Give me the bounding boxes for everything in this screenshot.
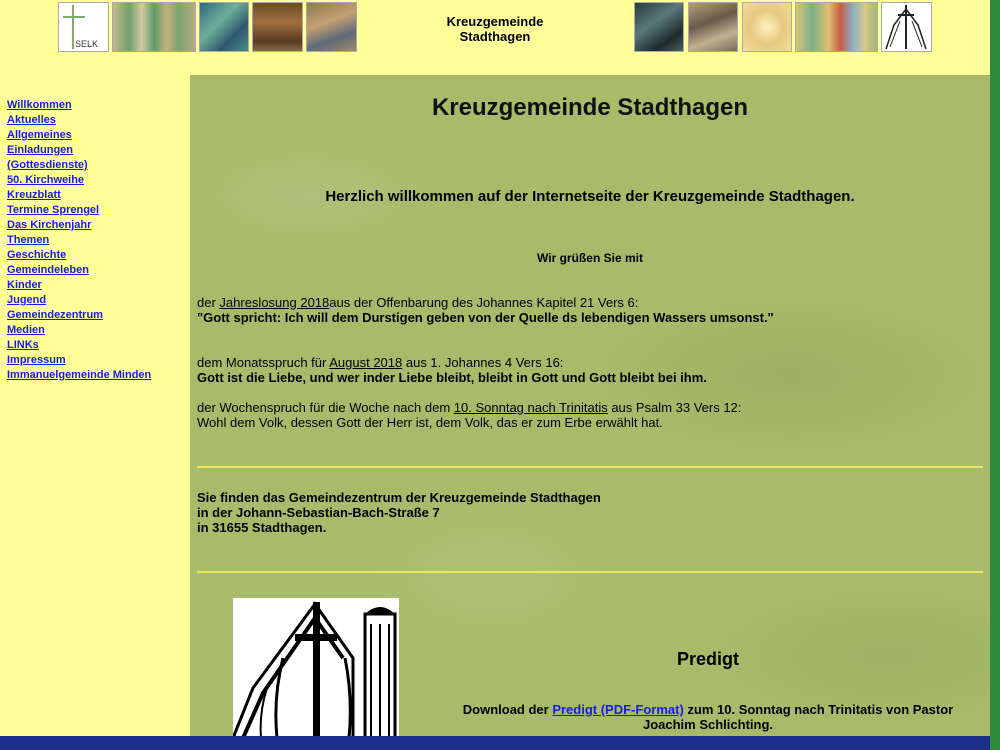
losung-prefix: der [197,295,220,310]
nav-kirchweihe[interactable]: 50. Kirchweihe [7,174,85,186]
nav-gottesdienste[interactable]: (Gottesdienste) [7,159,88,171]
nav-geschichte[interactable]: Geschichte [7,249,67,261]
dark-sculpture-thumb[interactable] [634,2,684,52]
jahreslosung-block [197,295,774,325]
nav-allgemeines[interactable]: Allgemeines [7,129,72,141]
abstract-painting-thumb[interactable] [199,2,249,52]
predigt-prefix: Download der [462,702,553,717]
header-title-line1: Kreuzgemeinde [446,14,544,29]
welcome-text: Herzlich willkommen auf der Internetseite der Kreuzgemeinde Stadthagen. [325,188,855,205]
wochenspruch-quote: Wohl dem Volk, dessen Gott der Herr ist, dem Volk, das er zum Erbe erwählt hat. [197,415,663,430]
jahreslosung-link[interactable]: Jahreslosung 2018 [219,295,330,310]
monatsspruch-block [197,355,707,385]
address-line2: in der Johann-Sebastian-Bach-Straße 7 [197,505,440,520]
church-interior-thumb[interactable] [252,2,303,52]
predigt-title: Predigt [676,649,739,669]
sidebar [0,75,190,736]
stained-glass-thumb[interactable] [112,2,196,52]
page-title: Kreuzgemeinde Stadthagen [431,94,749,121]
nav-links[interactable]: LINKs [7,339,39,351]
nav-gemeindezentrum[interactable]: Gemeindezentrum [7,309,103,321]
sidebar-nav [7,98,151,383]
nav-medien[interactable]: Medien [7,324,45,336]
wochenspruch-suffix: aus Psalm 33 Vers 12: [607,400,742,415]
address-line1: Sie finden das Gemeindezentrum der Kreuzgemeinde Stadthagen [197,490,601,505]
header-title-line2: Stadthagen [459,29,531,44]
address-block [197,490,601,535]
page-header [0,0,990,75]
people-in-room-thumb[interactable] [688,2,738,52]
nav-kreuzblatt[interactable]: Kreuzblatt [7,189,61,201]
greeting-text: Wir grüßen Sie mit [537,251,643,265]
nav-einladungen[interactable]: Einladungen [7,144,73,156]
nav-kinder[interactable]: Kinder [7,279,42,291]
people-gathering-thumb[interactable] [306,2,357,52]
predigt-text [448,702,968,732]
divider-2 [197,571,983,573]
nav-themen[interactable]: Themen [7,234,50,246]
selk-logo [58,2,109,52]
wochenspruch-prefix: der Wochenspruch für die Woche nach dem [197,400,454,415]
nav-impressum[interactable]: Impressum [7,354,66,366]
monatsspruch-link[interactable]: August 2018 [329,355,403,370]
nav-immanuelgemeinde-minden[interactable]: Immanuelgemeinde Minden [7,369,152,381]
wochenspruch-link[interactable]: 10. Sonntag nach Trinitatis [453,400,608,415]
predigt-pdf-link[interactable]: Predigt (PDF-Format) [552,702,684,717]
wochenspruch-block [197,400,741,430]
church-logo-image [233,598,399,738]
main-content [190,75,990,736]
address-line3: in 31655 Stadthagen. [197,520,327,535]
selk-logo-text: SELK [75,39,99,49]
losung-suffix: aus der Offenbarung des Johannes Kapitel 21 Vers 6: [329,295,639,310]
header-title [430,14,560,44]
bottom-bar [0,736,990,750]
dove-symbol-thumb[interactable] [742,2,792,52]
predigt-suffix: zum 10. Sonntag nach Trinitatis von Pastor Joachim Schlichting. [642,702,954,732]
right-green-rail [990,0,1000,750]
nav-termine-sprengel[interactable]: Termine Sprengel [7,204,100,216]
nav-jugend[interactable]: Jugend [7,294,47,306]
monatsspruch-prefix: dem Monatsspruch für [197,355,330,370]
church-sketch-thumb[interactable] [881,2,932,52]
divider-1 [197,466,983,468]
nav-gemeindeleben[interactable]: Gemeindeleben [7,264,89,276]
nav-kirchenjahr[interactable]: Das Kirchenjahr [7,219,92,231]
nav-aktuelles[interactable]: Aktuelles [7,114,56,126]
monatsspruch-suffix: aus 1. Johannes 4 Vers 16: [402,355,564,370]
colorful-glass-thumb[interactable] [795,2,878,52]
losung-quote: "Gott spricht: Ich will dem Durstigen geben von der Quelle ds lebendigen Wassers umsonst." [197,310,774,325]
monatsspruch-quote: Gott ist die Liebe, und wer inder Liebe bleibt, bleibt in Gott und Gott bleibt bei ihm. [197,370,707,385]
nav-willkommen[interactable]: Willkommen [7,99,72,111]
